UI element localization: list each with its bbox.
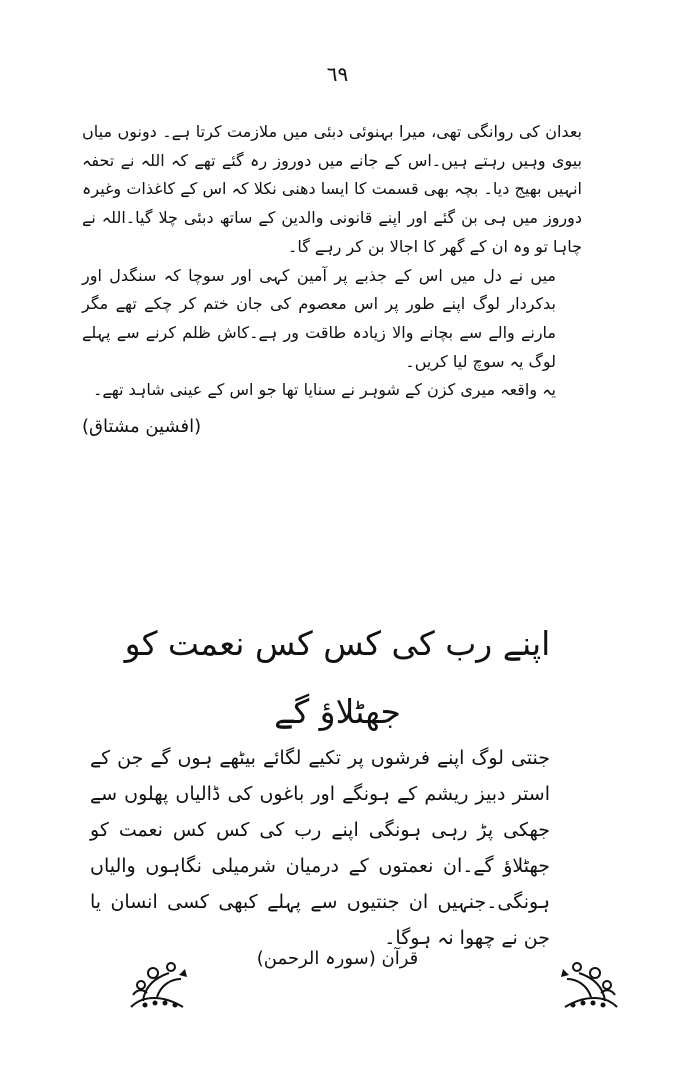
verse-paragraph: جنتی لوگ اپنے فرشوں پر تکیے لگائے بیٹھے ہوں گے جن کے استر دبیز ریشم کے ہونگے اور باغوں کی ڈالیاں پھلوں سے جھکی پڑ رہی ہونگی اپنے رب کی کس کس نعمت کو جھٹلاؤ گے۔ان نعمتوں کے درمیان شرمیلی نگاہوں والیاں ہونگی۔جنہیں ان جنتیوں سے پہلے کبھی کسی انسان یا جن نے چھوا نہ ہوگا۔ (90, 747, 550, 949)
story-paragraph: بعدان کی روانگی تھی، میرا بہنوئی دبئی میں ملازمت کرتا ہے۔ دونوں میاں بیوی وہیں رہتے ہیں۔اس کے جانے میں دوروز رہ گئے تھے کہ اللہ نے تحفہ انہیں بھیج دیا۔ بچہ بھی قسمت کا ایسا دھنی نکلا کہ اس کے کاغذات وغیرہ دوروز میں ہی بن گئے اور اپنے قانونی والدین کے ساتھ دبئی چلا گیا۔اللہ نے چاہا تو وہ ان کے گھر کا اجالا بن کر رہے گا۔ (82, 122, 582, 256)
verse-source: قرآن (سورہ الرحمن) (256, 948, 419, 969)
story-paragraph: یہ واقعہ میری کزن کے شوہر نے سنایا تھا جو اس کے عینی شاہد تھے۔ (92, 380, 556, 400)
heading-line: اپنے رب کی کس کس نعمت کو (124, 624, 551, 663)
story-paragraph: میں نے دل میں اس کے جذبے پر آمین کہی اور سوچا کہ سنگدل اور بدکردار لوگ اپنے طور پر اس معصوم کی جان ختم کر چکے تھے مگر مارنے والے سے بچانے والا زیادہ طاقت ور ہے۔کاش ظلم کرنے سے پہلے لوگ یہ سوچ لیا کریں۔ (82, 265, 556, 371)
section-heading (0, 610, 675, 746)
story-text (82, 118, 582, 442)
floral-ornament-icon (555, 955, 625, 1015)
floral-ornament-icon (123, 955, 193, 1015)
author-name: (افشین مشتاق) (82, 416, 202, 438)
page-number: ٦٩ (326, 62, 349, 86)
verse-text (90, 740, 570, 956)
heading-line: جھٹلاؤ گے (274, 692, 401, 731)
author-signature (82, 413, 582, 442)
